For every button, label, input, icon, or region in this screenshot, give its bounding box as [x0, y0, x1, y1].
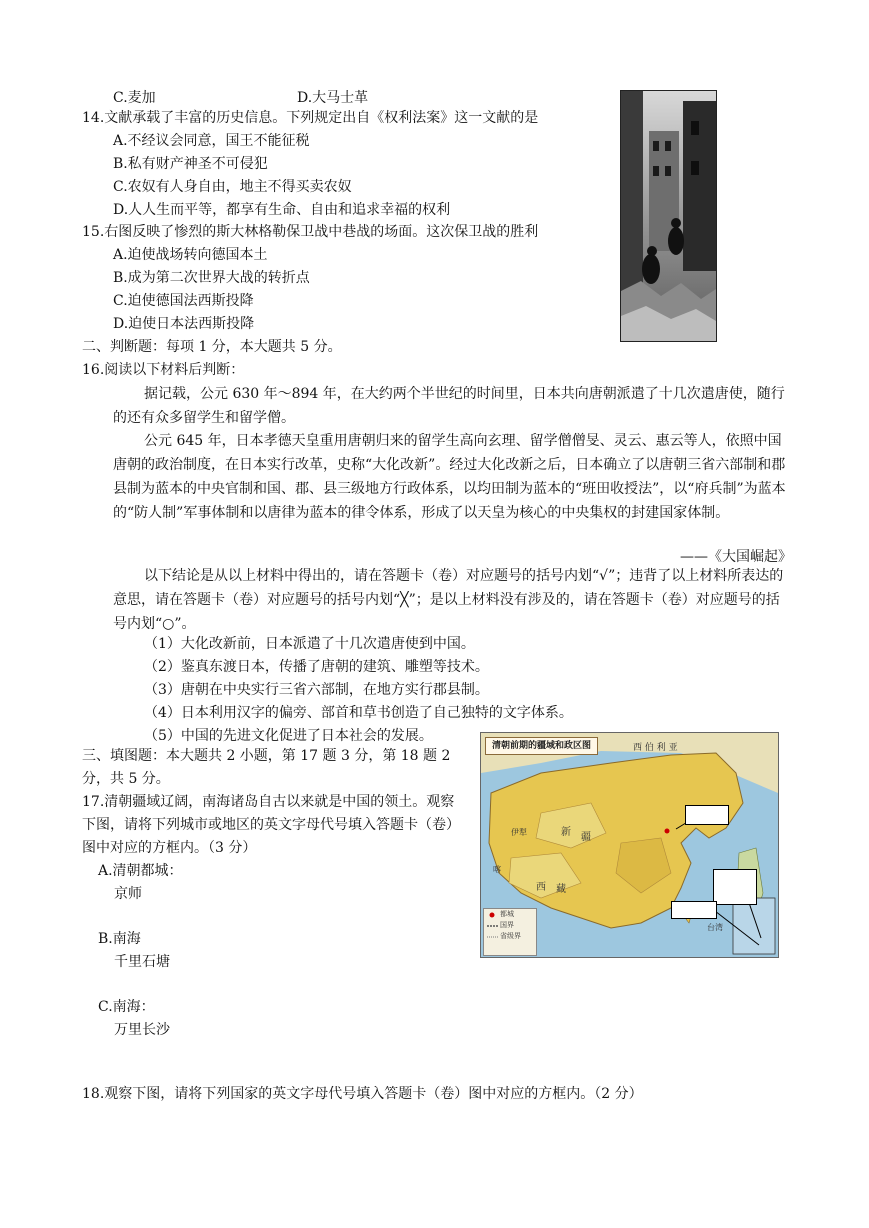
- stalingrad-photo: [620, 90, 717, 342]
- q16-item-3: （3）唐朝在中央实行三省六部制，在地方实行郡县制。: [144, 682, 489, 698]
- answer-box-south-sea-1[interactable]: [713, 869, 757, 905]
- q17-item-c-value: 万里长沙: [114, 1022, 170, 1038]
- q16-material-para-2: 公元 645 年，日本孝德天皇重用唐朝归来的留学生高向玄理、留学僧僧旻、灵云、惠云等人，依照中国唐朝的政治制度，在日本实行改革，史称“大化改新”。经过大化改新之后，日本确立了以唐朝三省六部制和郡县制为蓝本的中央官制和国、郡、县三级地方行政体系，以均田制为蓝本的“班田收授法”，以“府兵制”为蓝本的“防人制”军事体制和以唐律为蓝本的律令体系，形成了以天皇为核心的中央集权的封建国家体制。: [113, 433, 786, 521]
- map-title: 清朝前期的疆域和政区图: [485, 737, 598, 755]
- map-label-jiang: 疆: [581, 832, 591, 843]
- map-label-zang: 藏: [556, 884, 566, 895]
- q15-option-a: A.迫使战场转向德国本土: [113, 247, 268, 263]
- q14-option-a: A.不经议会同意，国王不能征税: [113, 133, 310, 149]
- map-legend: [483, 908, 537, 956]
- qing-territory-map: [480, 732, 779, 958]
- legend-capital: 都城: [500, 910, 514, 918]
- q18-stem: 18.观察下图，请将下列国家的英文字母代号填入答题卡（卷）图中对应的方框内。（2 分）: [82, 1086, 643, 1102]
- q17-item-b-value: 千里石塘: [114, 954, 170, 970]
- q17-item-a-value: 京师: [114, 886, 142, 902]
- q17-stem: 17.清朝疆域辽阔，南海诸岛自古以来就是中国的领土。观察下图，请将下列城市或地区的英文字母代号填入答题卡（卷）图中对应的方框内。（3 分）: [82, 794, 460, 856]
- map-label-xi: 西: [536, 882, 546, 893]
- q13-option-d: D.大马士革: [297, 90, 369, 106]
- section-3-heading: 三、填图题：本大题共 2 小题，第 17 题 3 分，第 18 题 2 分，共 5 分。: [82, 748, 451, 787]
- q14-stem: 14.文献承载了丰富的历史信息。下列规定出自《权利法案》这一文献的是: [82, 110, 539, 126]
- q14-option-c: C.农奴有人身自由，地主不得买卖农奴: [113, 179, 352, 195]
- q16-instruction: 以下结论是从以上材料中得出的，请在答题卡（卷）对应题号的括号内划“√”；违背了以上材料所表达的意思，请在答题卡（卷）对应题号的括号内划“╳”；是以上材料没有涉及的，请在答题卡（卷）对应题号的括号内划“○”。: [113, 568, 784, 632]
- q16-material-source: ——《大国崛起》: [680, 549, 792, 565]
- map-label-xin: 新: [561, 827, 571, 838]
- q15-option-b: B.成为第二次世界大战的转折点: [113, 270, 310, 286]
- q16-item-4: （4）日本利用汉字的偏旁、部首和草书创造了自己独特的文字体系。: [144, 705, 573, 721]
- legend-province: 省级界: [500, 932, 521, 940]
- q16-stem: 16.阅读以下材料后判断：: [82, 362, 245, 378]
- q16-item-2: （2）鉴真东渡日本，传播了唐朝的建筑、雕塑等技术。: [144, 659, 489, 675]
- q15-option-d: D.迫使日本法西斯投降: [113, 316, 255, 332]
- legend-border: 国界: [500, 921, 514, 929]
- q16-material-para-1: 据记载，公元 630 年～894 年，在大约两个半世纪的时间里，日本共向唐朝派遣了十几次遣唐使，随行的还有众多留学生和留学僧。: [113, 386, 785, 426]
- map-label-siberia: 西 伯 利 亚: [633, 743, 678, 753]
- map-label-ka: 喀: [493, 865, 501, 874]
- answer-box-capital[interactable]: [685, 805, 729, 825]
- map-label-yili: 伊犁: [511, 828, 527, 837]
- answer-box-south-sea-2[interactable]: [671, 901, 717, 919]
- q14-option-d: D.人人生而平等，都享有生命、自由和追求幸福的权利: [113, 202, 451, 218]
- q14-option-b: B.私有财产神圣不可侵犯: [113, 156, 268, 172]
- q15-stem: 15.右图反映了惨烈的斯大林格勒保卫战中巷战的场面。这次保卫战的胜利: [82, 224, 539, 240]
- q16-item-1: （1）大化改新前，日本派遣了十几次遣唐使到中国。: [144, 636, 475, 652]
- q13-option-c: C.麦加: [113, 90, 156, 106]
- map-label-taiwan: 台湾: [707, 923, 723, 932]
- q16-item-5: （5）中国的先进文化促进了日本社会的发展。: [144, 728, 433, 744]
- q17-item-b-label: B.南海: [98, 931, 141, 947]
- q17-item-c-label: C.南海：: [98, 999, 155, 1015]
- q17-item-a-label: A.清朝都城：: [98, 863, 183, 879]
- q15-option-c: C.迫使德国法西斯投降: [113, 293, 254, 309]
- section-2-heading: 二、判断题：每项 1 分，本大题共 5 分。: [82, 339, 342, 355]
